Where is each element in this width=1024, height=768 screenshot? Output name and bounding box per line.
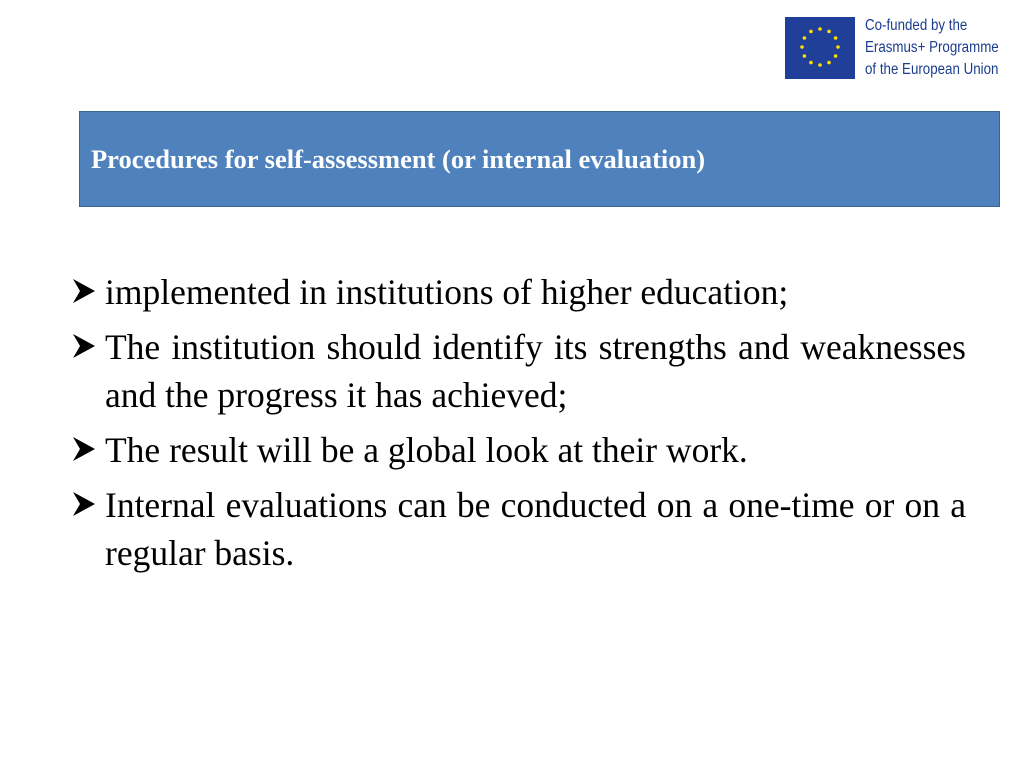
title-box — [79, 111, 1000, 207]
eu-flag-icon — [785, 17, 855, 79]
logo-line-2: Erasmus+ Programme — [865, 39, 999, 56]
bullet-item — [70, 426, 966, 474]
logo-line-1: Co-funded by the — [865, 17, 968, 34]
arrow-bullet-icon — [70, 490, 98, 518]
logo-text — [865, 15, 999, 81]
arrow-bullet-icon — [70, 435, 98, 463]
bullet-item — [70, 481, 966, 577]
slide-title: Procedures for self-assessment (or internal evaluation) — [91, 143, 706, 174]
bullet-text: The institution should identify its strengths and weaknesses and the progress it has achieved; — [105, 327, 966, 415]
erasmus-logo — [785, 15, 1017, 81]
bullet-text: Internal evaluations can be conducted on a one-time or on a regular basis. — [105, 485, 966, 573]
arrow-bullet-icon — [70, 277, 98, 305]
bullet-text: implemented in institutions of higher education; — [105, 272, 789, 312]
bullet-item — [70, 268, 966, 316]
bullet-item — [70, 323, 966, 419]
bullet-text: The result will be a global look at their work. — [105, 430, 748, 470]
logo-line-3: of the European Union — [865, 61, 999, 78]
bullet-list — [70, 268, 966, 584]
arrow-bullet-icon — [70, 332, 98, 360]
